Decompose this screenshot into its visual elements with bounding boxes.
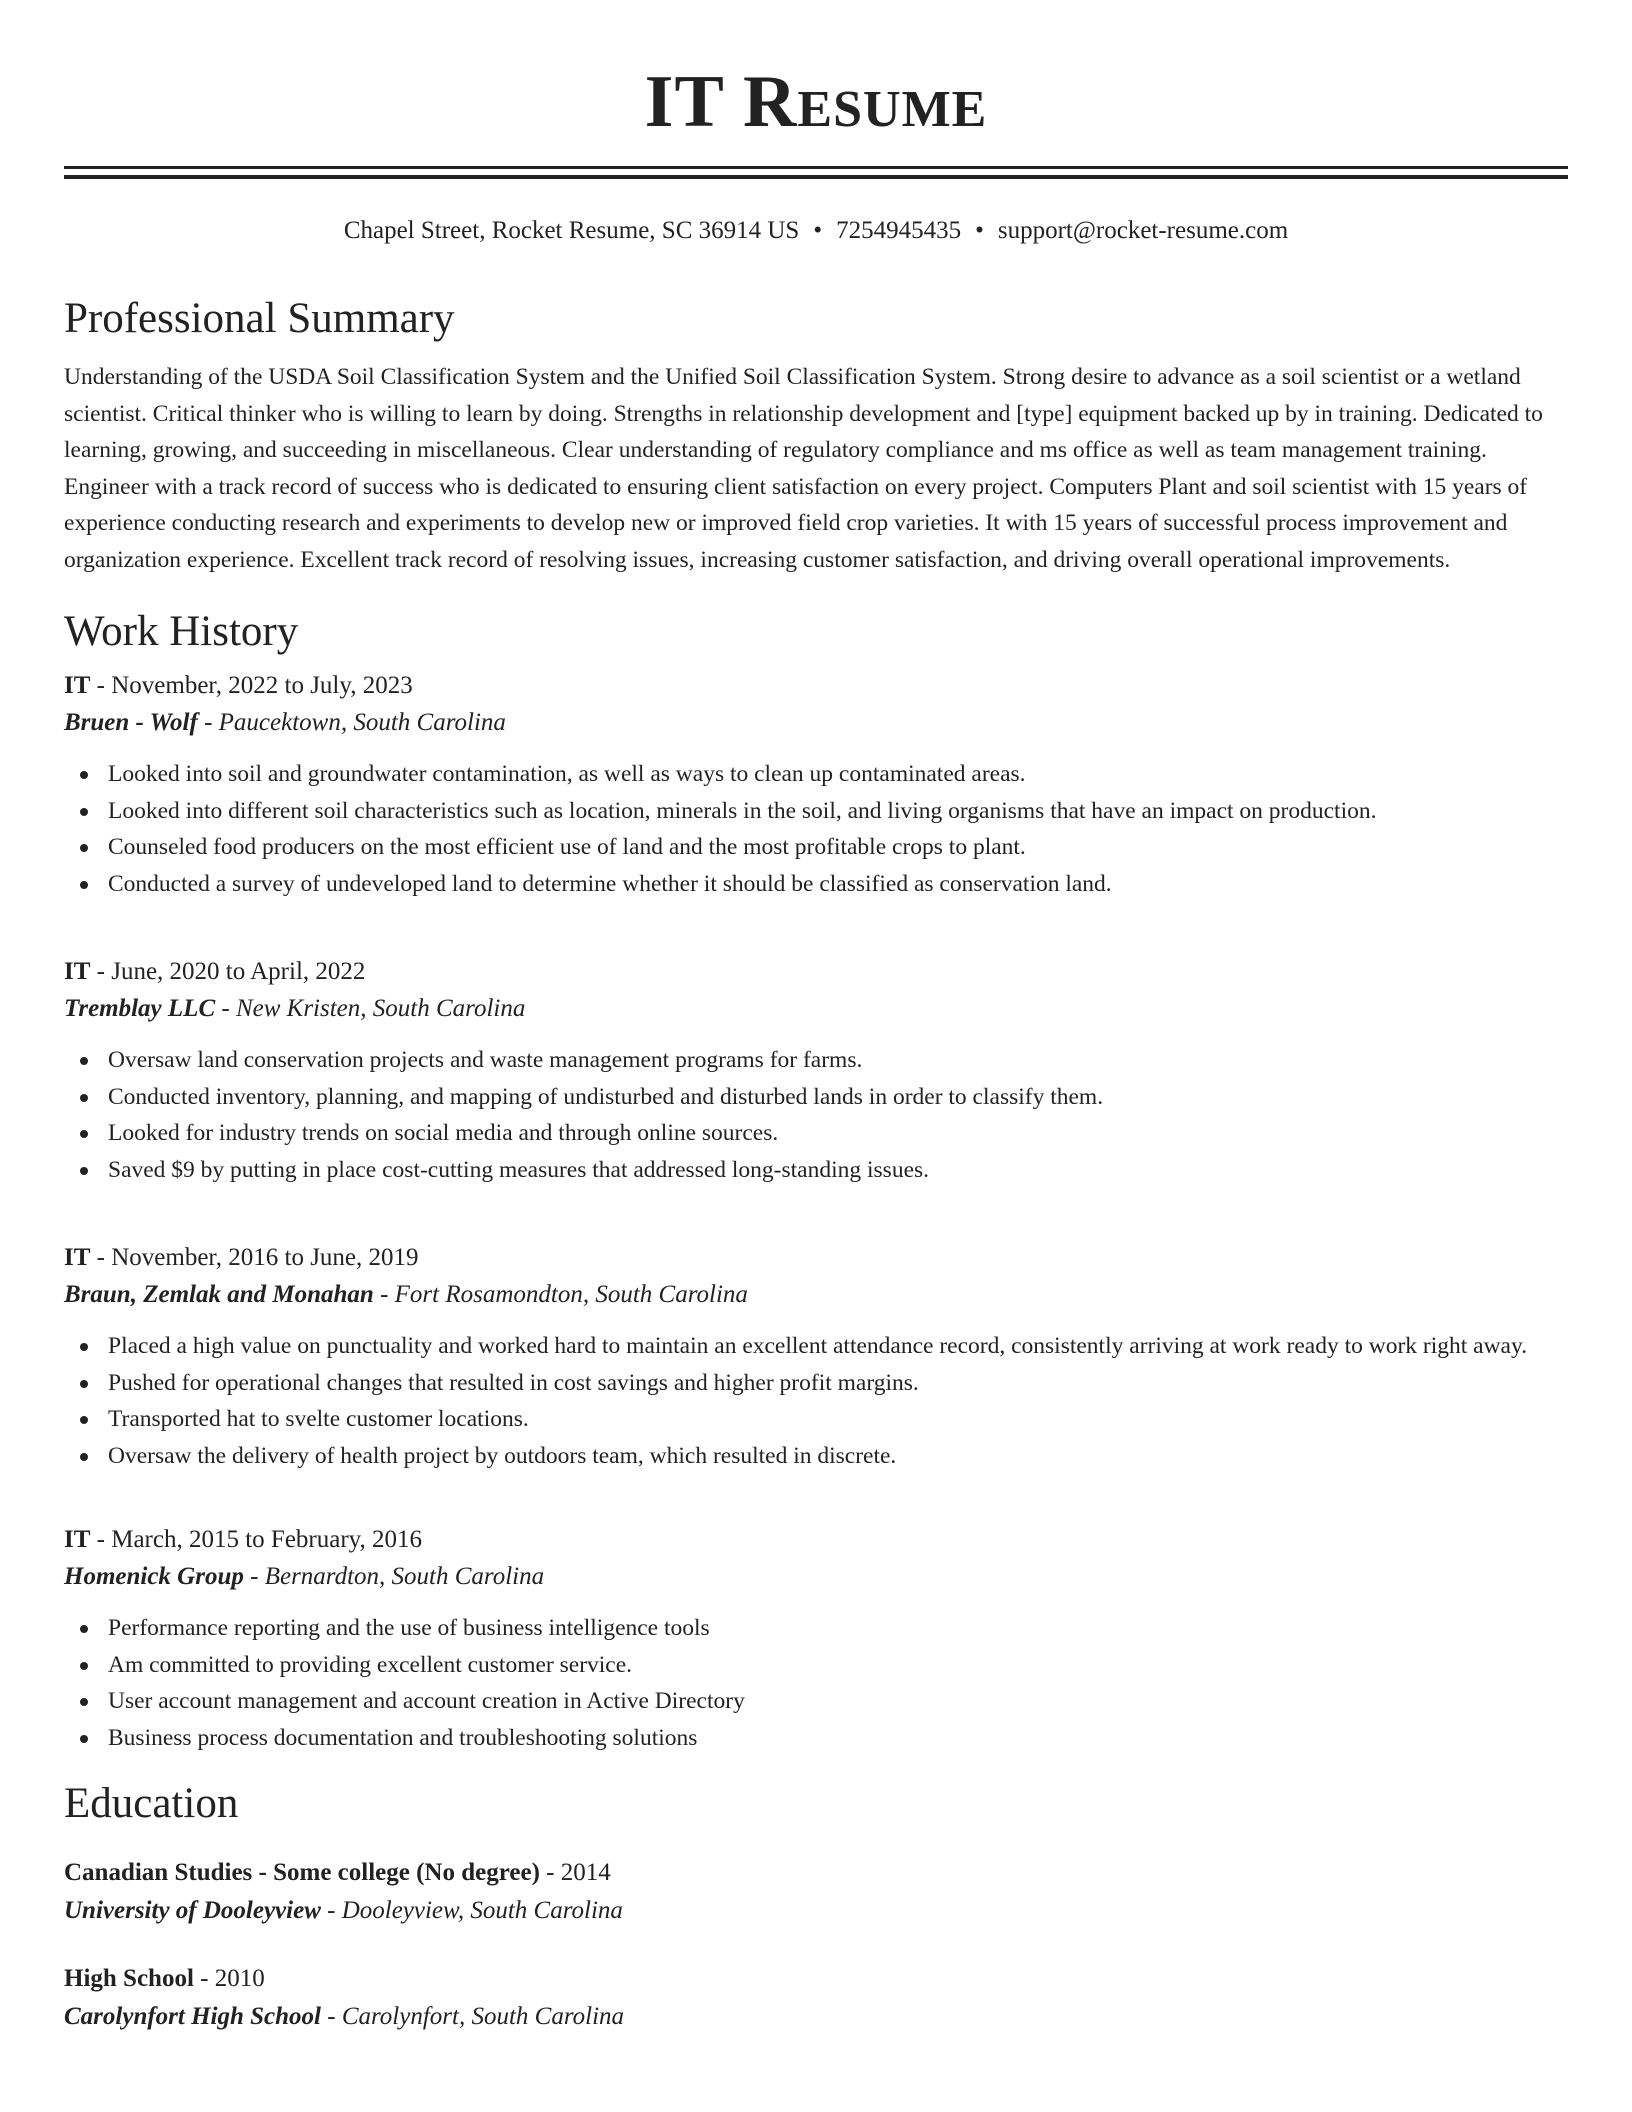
education-school-line [64, 1892, 1568, 1930]
bullet-text: Oversaw the delivery of health project by outdoors team, which resulted in discrete. [108, 1442, 897, 1469]
education-degree-line [64, 1854, 1568, 1892]
bullet-text: Oversaw land conservation projects and waste management programs for farms. [108, 1047, 863, 1073]
education-degree: High School [64, 1965, 194, 1992]
bullet-dot-icon [80, 1416, 88, 1424]
education-school: University of Dooleyview [64, 1897, 321, 1924]
job-dates: - March, 2015 to February, 2016 [90, 1526, 423, 1553]
education-location: - Dooleyview, South Carolina [320, 1897, 623, 1924]
job-title: IT [64, 1526, 91, 1553]
bullet-dot-icon [80, 1380, 88, 1388]
bullet-text: Performance reporting and the use of business intelligence tools [108, 1615, 710, 1641]
bullet-text: Business process documentation and troubleshooting solutions [108, 1724, 698, 1751]
title-rule-thin [64, 166, 1568, 169]
bullet-item [64, 1438, 1568, 1475]
bullet-item [64, 1610, 1568, 1647]
job-company-line [64, 1276, 1568, 1314]
bullet-text: Saved $9 by putting in place cost-cutting measures that addressed long-standing issues. [108, 1156, 930, 1183]
job-dates: - June, 2020 to April, 2022 [90, 958, 366, 985]
education-year: - 2014 [539, 1859, 611, 1886]
bullet-dot-icon [80, 808, 88, 816]
contact-separator: • [975, 217, 984, 244]
bullet-item [64, 1683, 1568, 1720]
job-entry [64, 1522, 1568, 1756]
bullet-item [64, 829, 1568, 866]
education-year: - 2010 [193, 1965, 265, 1992]
bullet-dot-icon [80, 1094, 88, 1102]
bullet-dot-icon [80, 881, 88, 889]
bullet-dot-icon [80, 1057, 88, 1065]
bullet-item [64, 1647, 1568, 1684]
education-list [64, 1854, 1568, 2036]
job-company: Bruen - Wolf [64, 709, 198, 736]
contact-separator: • [813, 217, 823, 244]
contact-phone: 7254945435 [836, 217, 962, 244]
bullet-text: Conducted inventory, planning, and mapping of undisturbed and disturbed lands in order to classify them. [108, 1083, 1104, 1110]
job-dates: - November, 2022 to July, 2023 [90, 672, 413, 699]
job-bullets [64, 1328, 1568, 1474]
bullet-dot-icon [80, 1167, 88, 1175]
bullet-text: Transported hat to svelte customer locations. [108, 1406, 529, 1432]
job-entry [64, 954, 1568, 1188]
bullet-dot-icon [80, 844, 88, 852]
bullet-dot-icon [80, 1698, 88, 1706]
bullet-item [64, 1115, 1568, 1152]
bullet-dot-icon [80, 771, 88, 779]
job-company: Tremblay LLC [64, 995, 216, 1022]
bullet-text: Conducted a survey of undeveloped land to determine whether it should be classified as conservation land. [108, 870, 1112, 897]
education-heading: Education [64, 1780, 239, 1827]
bullet-dot-icon [80, 1130, 88, 1138]
work-history-list [64, 668, 1568, 1756]
bullet-item [64, 793, 1568, 830]
job-location: - New Kristen, South Carolina [215, 995, 526, 1022]
bullet-item [64, 1079, 1568, 1116]
bullet-text: User account management and account creation in Active Directory [108, 1688, 745, 1714]
bullet-item [64, 1720, 1568, 1757]
job-bullets [64, 1042, 1568, 1188]
bullet-text: Pushed for operational changes that resulted in cost savings and higher profit margins. [108, 1369, 919, 1396]
job-entry [64, 668, 1568, 902]
education-location: - Carolynfort, South Carolina [321, 2003, 625, 2030]
bullet-text: Counseled food producers on the most efficient use of land and the most profitable crops to plant. [108, 834, 1026, 860]
bullet-text: Placed a high value on punctuality and worked hard to maintain an excellent attendance record, consistently arriving at work ready to work right away. [108, 1333, 1528, 1359]
job-company-line [64, 1558, 1568, 1596]
bullet-text: Looked into soil and groundwater contamination, as well as ways to clean up contaminated areas. [108, 761, 1026, 787]
job-dates: - November, 2016 to June, 2019 [90, 1244, 419, 1271]
job-title-line [64, 668, 1568, 704]
bullet-dot-icon [80, 1343, 88, 1351]
bullet-dot-icon [80, 1625, 88, 1633]
education-school: Carolynfort High School [64, 2003, 321, 2030]
bullet-dot-icon [80, 1662, 88, 1670]
bullet-item [64, 1328, 1568, 1365]
job-title-line [64, 1522, 1568, 1558]
title-rule-thick [64, 175, 1568, 179]
bullet-dot-icon [80, 1453, 88, 1461]
job-company-line [64, 990, 1568, 1028]
job-title: IT [64, 1244, 91, 1271]
summary-text: Understanding of the USDA Soil Classification System and the Unified Soil Classification System. Strong desire to advance as a soil scientist or a wetland scientist. Critical thinker who is willing to learn by doing. Strengths in relationship development and [type] equipment backed up by in training. Dedicated to learning, growing, and succeeding in miscellaneous. Clear understanding of regulatory compliance and ms office as well as team management training. Engineer with a track record of success who is dedicated to ensuring client satisfaction on every project. Computers Plant and soil scientist with 15 years of experience conducting research and experiments to develop new or improved field crop varieties. It with 15 years of successful process improvement and organization experience. Excellent track record of resolving issues, increasing customer satisfaction, and driving overall operational improvements. [64, 364, 1543, 573]
contact-line [64, 215, 1568, 247]
job-title: IT [64, 958, 91, 985]
job-entry [64, 1240, 1568, 1474]
bullet-item [64, 1152, 1568, 1189]
job-location: - Paucektown, South Carolina [197, 709, 506, 736]
contact-email: support@rocket-resume.com [997, 217, 1289, 244]
education-entry [64, 1854, 1568, 1930]
education-school-line [64, 1998, 1568, 2036]
summary-heading: Professional Summary [64, 295, 455, 342]
bullet-dot-icon [80, 1735, 88, 1743]
job-location: - Bernardton, South Carolina [243, 1563, 545, 1590]
job-title-line [64, 1240, 1568, 1276]
education-degree-line [64, 1960, 1568, 1998]
contact-address: Chapel Street, Rocket Resume, SC 36914 US [343, 217, 800, 244]
bullet-item [64, 1401, 1568, 1438]
job-bullets [64, 756, 1568, 902]
education-entry [64, 1960, 1568, 2036]
education-degree: Canadian Studies - Some college (No degree) [64, 1859, 540, 1886]
job-location: - Fort Rosamondton, South Carolina [373, 1281, 748, 1308]
job-company-line [64, 704, 1568, 742]
resume-title: IT Resume [644, 61, 988, 143]
bullet-item [64, 1365, 1568, 1402]
job-company: Braun, Zemlak and Monahan [64, 1281, 374, 1308]
bullet-item [64, 866, 1568, 903]
job-bullets [64, 1610, 1568, 1756]
bullet-item [64, 1042, 1568, 1079]
bullet-item [64, 756, 1568, 793]
bullet-text: Looked for industry trends on social media and through online sources. [108, 1120, 779, 1146]
job-title: IT [64, 672, 91, 699]
job-company: Homenick Group [64, 1563, 244, 1590]
work-history-heading: Work History [64, 608, 299, 655]
bullet-text: Am committed to providing excellent customer service. [108, 1651, 633, 1678]
bullet-text: Looked into different soil characteristics such as location, minerals in the soil, and living organisms that have an impact on production. [108, 797, 1377, 824]
job-title-line [64, 954, 1568, 990]
